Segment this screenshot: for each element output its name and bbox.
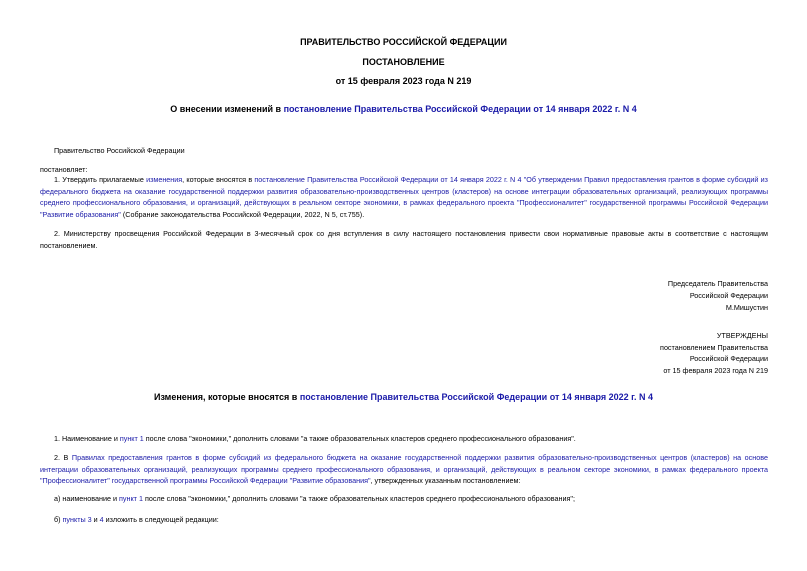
subject-prefix: О внесении изменений в: [170, 104, 284, 114]
change-2: [40, 452, 768, 487]
c1-text-a: 1. Наименование и: [54, 434, 120, 443]
c2-text-b: , утвержденных указанным постановлением:: [370, 476, 521, 486]
signature-block: [668, 278, 768, 314]
changes-title-prefix: Изменения, которые вносятся в: [153, 392, 300, 402]
signature-name: М.Мишустин: [725, 303, 768, 312]
subject-link[interactable]: постановление Правительства Российской Федерации от 14 января 2022 г. N 4: [283, 104, 637, 114]
c2-rules-link[interactable]: Правилах предоставления грантов в форме субсидий из федерального бюджета на оказание государственной поддержки развития образовательно-производственных центров (кластеров) на основе интеграции образовательных организаций, реализующих программы среднего профессионального образования, и организаций, действующих в реальном секторе экономики, в рамках федерального проекта "Профессионалитет" государственной программы Российской Федерации "Развитие образования": [40, 453, 768, 486]
government-title: ПРАВИТЕЛЬСТВО РОССИЙСКОЙ ФЕДЕРАЦИИ: [300, 37, 507, 47]
approval-line-3: Российской Федерации: [689, 354, 768, 363]
change-1: [40, 433, 768, 445]
changes-title-link[interactable]: постановление Правительства Российской Федерации от 14 января 2022 г. N 4: [299, 392, 654, 402]
change-2b: [40, 514, 768, 526]
document-date-number: от 15 февраля 2023 года N 219: [335, 76, 472, 86]
p1-text-b: , которые вносятся в: [182, 175, 255, 184]
paragraph-1: [40, 174, 768, 220]
approval-line-1: УТВЕРЖДЕНЫ: [716, 331, 768, 340]
signature-country: Российской Федерации: [689, 291, 768, 300]
document-subject: [0, 104, 807, 114]
ca-text-a: а) наименование и: [54, 494, 119, 503]
resolution-link[interactable]: постановление Правительства Российской Федерации от 14 января 2022 г. N 4 "Об утверждении Правил предоставления грантов в форме субсидий из федерального бюджета на оказание государственной поддержки развития образовательно-производственных центров (кластеров) на основе интеграции образовательных организаций, реализующих программы среднего профессионального образования, и организаций, действующих в реальном секторе экономики, в рамках федерального проекта "Профессионалитет" государственной программы Российской Федерации "Развитие образования": [40, 175, 768, 219]
resolves: постановляет:: [40, 165, 88, 174]
approval-line-4: от 15 февраля 2023 года N 219: [663, 365, 768, 375]
change-2a: [40, 493, 768, 505]
p1-text-c: (Собрание законодательства Российской Федерации, 2022, N 5, ст.755).: [120, 209, 365, 219]
ca-text-b: после слова "экономики," дополнить словами "а также образовательных кластеров среднего профессионального образования";: [142, 494, 575, 503]
cb-text-a: б): [54, 515, 63, 524]
changes-link[interactable]: изменения: [146, 175, 183, 184]
cb-point-4-link[interactable]: 4: [99, 515, 104, 524]
paragraph-2: 2. Министерству просвещения Российской Федерации в 3-месячный срок со дня вступления в силу настоящего постановления привести свои нормативные правовые акты в соответствие с настоящим постановлением.: [40, 229, 768, 250]
changes-title: [0, 392, 807, 402]
c2-text-a: 2. В: [54, 453, 72, 462]
issuer: Правительство Российской Федерации: [54, 146, 185, 155]
approval-block: [660, 330, 768, 376]
c1-point-link[interactable]: пункт 1: [119, 434, 144, 443]
approval-line-2: постановлением Правительства: [660, 342, 768, 352]
ca-point-link[interactable]: пункт 1: [119, 494, 143, 503]
p1-text-a: 1. Утвердить прилагаемые: [54, 175, 147, 184]
cb-point-3-link[interactable]: пункты 3: [62, 515, 92, 524]
signature-position: Председатель Правительства: [667, 279, 768, 288]
cb-text-mid: и: [91, 515, 100, 524]
document-type: ПОСТАНОВЛЕНИЕ: [362, 57, 445, 67]
cb-text-b: изложить в следующей редакции:: [103, 515, 219, 524]
c1-text-b: после слова "экономики," дополнить словами "а также образовательных кластеров среднего профессионального образования".: [143, 434, 576, 443]
